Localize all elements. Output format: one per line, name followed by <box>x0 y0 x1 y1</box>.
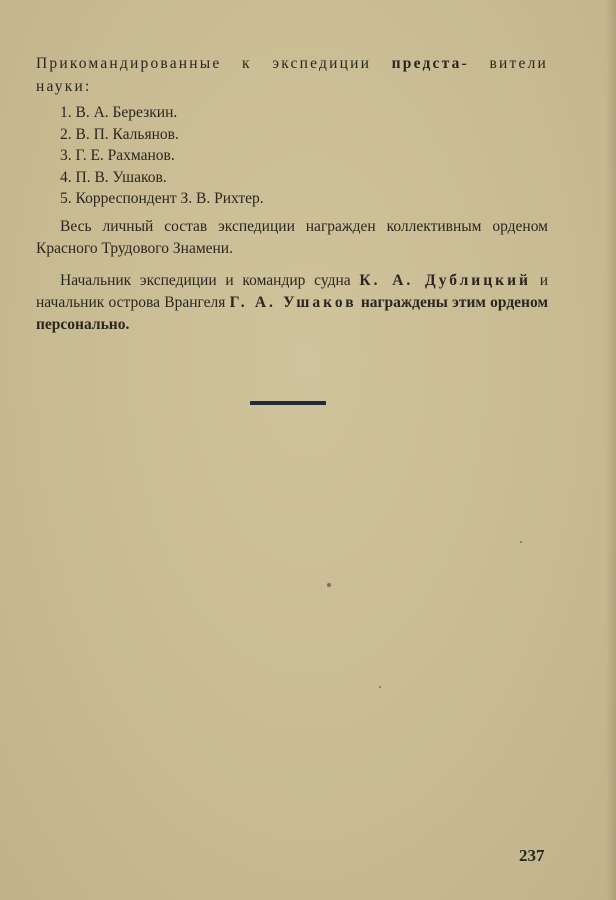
paper-speck <box>327 583 331 587</box>
members-list <box>36 102 548 210</box>
personal-award-text-2: и начальник острова Врангеля <box>36 271 548 311</box>
paper-speck <box>520 541 522 543</box>
intro-paragraph <box>36 52 548 98</box>
page-text <box>36 52 548 336</box>
list-item: 3. Г. Е. Рахманов. <box>60 147 175 164</box>
personal-award-text-3: награждены этим орденом персонально. <box>36 293 548 333</box>
paper-speck <box>379 686 381 688</box>
list-item: 4. П. В. Ушаков. <box>60 168 167 186</box>
personal-award-paragraph <box>36 270 548 336</box>
intro-text-end: вители науки: <box>36 55 548 95</box>
list-item: 1. В. А. Березкин. <box>60 104 178 121</box>
person-name-dublitsky: К. А. Дублицкий <box>359 271 531 289</box>
list-item: 2. В. П. Кальянов. <box>60 125 179 143</box>
list-item: 5. Корреспондент З. В. Рихтер. <box>60 190 264 207</box>
person-name-ushakov: Г. А. Ушаков <box>229 293 357 311</box>
collective-award-paragraph: Весь личный состав экспедиции награжден коллективным орденом Красного Трудового Знамени. <box>36 217 548 257</box>
intro-text-start: Прикомандированные к экспедиции <box>36 55 392 72</box>
section-divider <box>250 401 326 405</box>
intro-emphasis: предста- <box>391 55 469 72</box>
page-edge-shadow <box>606 0 616 900</box>
page-number: 237 <box>519 846 545 865</box>
personal-award-text-1: Начальник экспедиции и командир судна <box>60 271 360 289</box>
